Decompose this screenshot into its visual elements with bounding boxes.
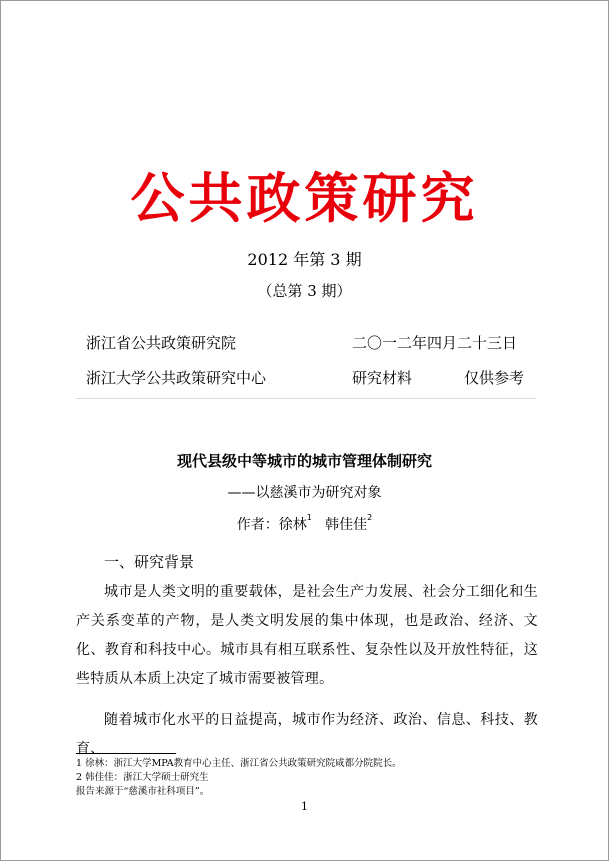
- authors-prefix: 作者：: [236, 517, 279, 533]
- reference-label: 仅供参考: [464, 369, 525, 387]
- info-row-1: [86, 332, 536, 353]
- issue-number: 2012 年第 3 期: [247, 250, 362, 269]
- info-row-2: [86, 367, 536, 388]
- page-number: 1: [301, 800, 308, 813]
- section-heading: 一、研究背景: [104, 553, 195, 571]
- article-authors: [1, 514, 608, 534]
- author-1: 徐林: [278, 517, 307, 533]
- publish-date: 二〇一二年四月二十三日: [352, 334, 518, 352]
- institute-name-1: 浙江省公共政策研究院: [86, 334, 237, 352]
- author-2: 韩佳佳: [325, 517, 368, 533]
- author-1-footnote-mark: 1: [306, 513, 312, 522]
- footnote-divider: [76, 753, 176, 754]
- author-2-footnote-mark: 2: [367, 513, 373, 522]
- issue-total: （总第 3 期）: [257, 282, 352, 300]
- masthead-title: 公共政策研究: [130, 166, 479, 230]
- material-label: 研究材料: [352, 369, 413, 387]
- paragraph-1: 城市是人类文明的重要载体，是社会生产力发展、社会分工细化和生产关系变革的产物，是人类文明发展的集中体现，也是政治、经济、文化、教育和科技中心。城市具有相互联系性、复杂性以及开放性特征，这些特质从本质上决定了城市需要被管理。: [76, 584, 538, 687]
- institute-name-2: 浙江大学公共政策研究中心: [86, 369, 267, 387]
- footnotes: [76, 757, 538, 799]
- footnote-1: 1 徐林：浙江大学MPA教育中心主任、浙江省公共政策研究院咸都分院院长。: [76, 758, 402, 769]
- header-divider: [76, 398, 536, 399]
- footnote-source: 报告来源于“慈溪市社科项目”。: [76, 786, 210, 797]
- article-subtitle: ——以慈溪市为研究对象: [227, 485, 382, 501]
- footnote-2: 2 韩佳佳：浙江大学硕士研究生: [76, 772, 209, 783]
- article-title: 现代县级中等城市的城市管理体制研究: [176, 452, 432, 470]
- paragraph-2: 随着城市化水平的日益提高，城市作为经济、政治、信息、科技、教育、: [76, 712, 538, 757]
